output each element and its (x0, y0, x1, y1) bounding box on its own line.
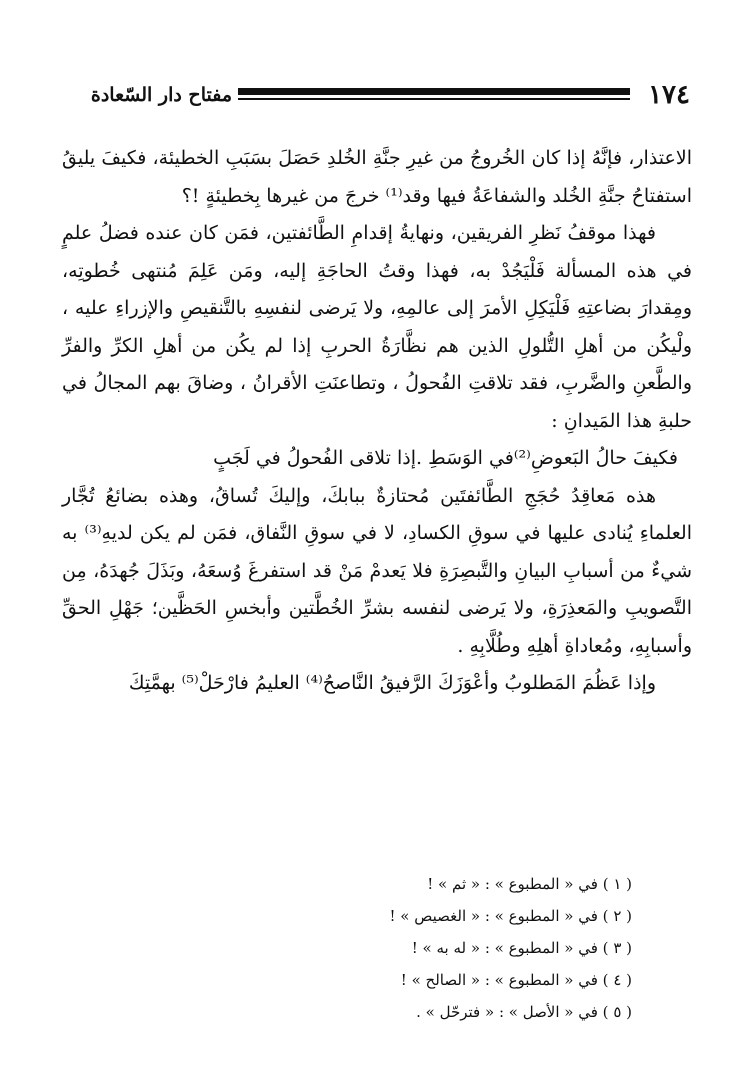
verse-first-hemistich: إذا تلاقى الفُحولُ في لَجَبٍ (213, 447, 416, 469)
paragraph: هذه مَعاقِدُ حُجَجِ الطَّائفتَين مُحتازةٌ ببابكَ، وإليكَ تُساقُ، وهذه بضائعُ تُجَّار العلماءِ يُنادى عليها في سوقِ الكسادِ، لا في سوقِ النَّفاق، فمَن لم يكن لديهِ⁽³⁾ به شيءٌ من أسبابِ البيانِ والتَّبصِرَةِ فلا يَعدمْ مَنْ قد استفرغَ وُسعَهُ، وبَذَلَ جُهدَهُ، مِن التَّصويبِ والمَعذِرَةِ، ولا يَرضى لنفسه بشرِّ الخُطَّتين وأبخسِ الحَظَّين؛ جَهْلِ الحقِّ وأسبابِهِ، ومُعاداةِ أهلِهِ وطُلَّابِهِ . (62, 484, 692, 657)
page-number: ١٧٤ (648, 80, 690, 110)
footnote-1: ( ١ ) في « المطبوع » : « ثم » ! (427, 875, 632, 893)
verse-second-hemistich: فكيفَ حالُ البَعوضِ⁽²⁾في الوَسَطِ . (416, 447, 678, 469)
main-text (62, 140, 692, 703)
footnote-4: ( ٤ ) في « المطبوع » : « الصالح » ! (400, 971, 632, 989)
poetry-verse (62, 440, 692, 478)
paragraph: فهذا موقفُ نَظرِ الفريقين، ونهايةُ إقدامِ الطَّائفتين، فمَن كان عنده فضلُ علمٍ في هذه المسألة فَلْيَجُدْ به، فهذا وقتُ الحاجَةِ إليه، ومَن عَلِمَ مُنتهى خُطوتِه، ومِقدارَ بضاعتِهِ فَلْيَكِلِ الأمرَ إلى عالمِهِ، ولا يَرضى لنفسِهِ بالتَّنقيصِ والإزراءِ عليه ، ولْيكُن من أهلِ التُّلولِ الذين هم نظَّارَةُ الحربِ إذا لم يكُن من أهلِ الكرِّ والفرِّ والطَّعنِ والضَّربِ، فقد تلاقتِ الفُحولُ ، وتطاعنَتِ الأقرانُ ، وضاقَ بهم المجالُ في حلبةِ هذا المَيدانِ : (62, 222, 692, 432)
header-rule-thin-line (238, 98, 630, 100)
paragraph-continued: الاعتذار، فإنَّهُ إذا كان الخُروجُ من غيرِ جنَّةِ الخُلدِ حَصَلَ بسَبَبِ الخطيئة، فكيفَ يليقُ استفتاحُ جنَّةِ الخُلد والشفاعَةُ فيها وقد⁽¹⁾ خرجَ من غيرها بِخطيئةٍ !؟ (62, 147, 692, 207)
footnote-3: ( ٣ ) في « المطبوع » : « له به » ! (411, 939, 632, 957)
footnotes (62, 868, 632, 1028)
header-rule (238, 88, 630, 102)
footnote-5: ( ٥ ) في « الأصل » : « فترحّل » . (416, 1003, 632, 1021)
running-title: مفتاح دار السّعادة (90, 84, 232, 106)
paragraph: وإذا عَظُمَ المَطلوبُ وأعْوَزَكَ الرَّفيقُ النَّاصحُ⁽⁴⁾ العليمُ فارْحَلْ⁽⁵⁾ بهمَّتِكَ (128, 672, 656, 694)
footnote-2: ( ٢ ) في « المطبوع » : « الغصيص » ! (389, 907, 632, 925)
page-header (60, 78, 690, 118)
header-rule-thick-line (238, 88, 630, 95)
